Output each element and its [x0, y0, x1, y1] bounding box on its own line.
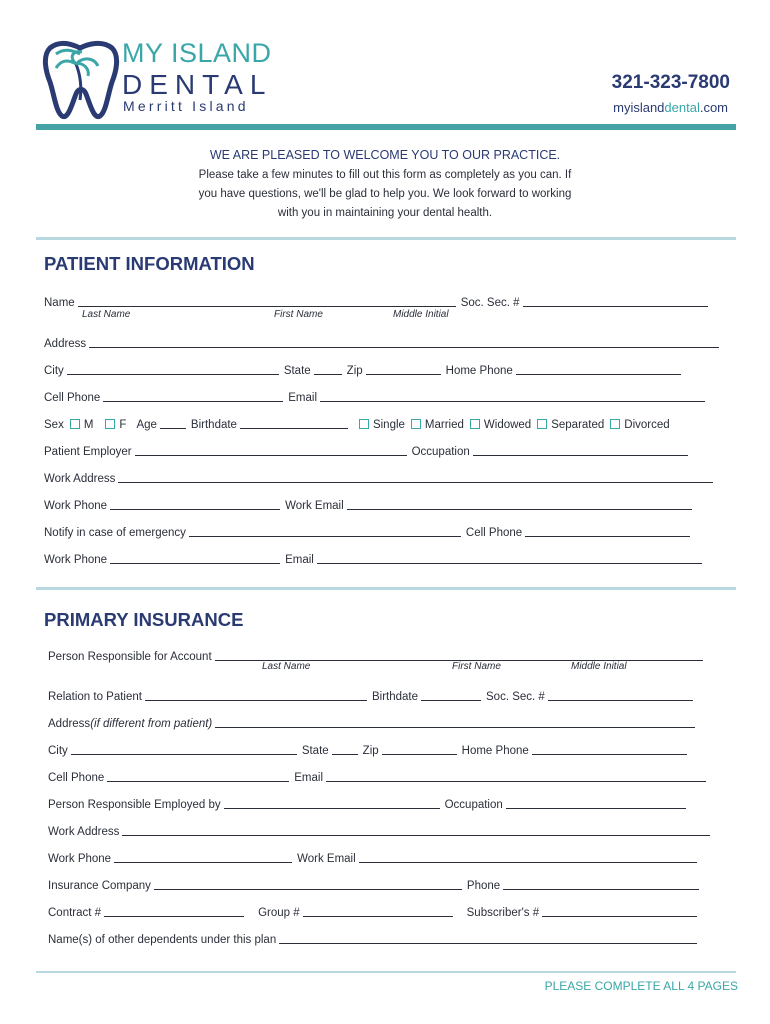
work-email-label: Work Email	[285, 500, 344, 512]
email-2-field[interactable]	[317, 551, 702, 564]
emergency-cell-label: Cell Phone	[465, 527, 523, 539]
email-field[interactable]	[320, 389, 705, 402]
zip-label: Zip	[346, 365, 363, 377]
ins-birthdate-label: Birthdate	[371, 691, 419, 703]
employed-row	[48, 796, 691, 811]
ins-address-note: (if different from patient)	[90, 718, 213, 730]
ins-first-name-hint: First Name	[452, 661, 501, 672]
separated-label: Separated	[551, 419, 605, 431]
soc-sec-field[interactable]	[523, 294, 708, 307]
work-address-field[interactable]	[118, 470, 713, 483]
insurance-section-title: PRIMARY INSURANCE	[44, 609, 244, 630]
email-2-label: Email	[285, 554, 314, 566]
widowed-checkbox[interactable]	[470, 419, 480, 429]
ins-state-label: State	[301, 745, 329, 757]
work-phone-row	[44, 497, 697, 512]
middle-initial-hint: Middle Initial	[393, 309, 449, 320]
divorced-label: Divorced	[624, 419, 670, 431]
work-phone-2-label: Work Phone	[44, 554, 108, 566]
work-phone-field[interactable]	[110, 497, 280, 510]
name-field[interactable]	[78, 294, 456, 307]
ins-occupation-field[interactable]	[506, 796, 686, 809]
birthdate-field[interactable]	[240, 416, 348, 429]
ins-address-row	[48, 715, 700, 730]
work-email-field[interactable]	[347, 497, 692, 510]
brand-line-2: DENTAL	[122, 69, 273, 100]
ins-cell-row	[48, 769, 711, 784]
ins-address-field[interactable]	[215, 715, 695, 728]
work-phone-label: Work Phone	[44, 500, 108, 512]
ins-work-email-field[interactable]	[359, 850, 697, 863]
ins-zip-field[interactable]	[382, 742, 457, 755]
relation-field[interactable]	[145, 688, 367, 701]
city-row	[44, 362, 686, 377]
practice-website[interactable]	[613, 100, 728, 115]
ins-work-address-row	[48, 823, 715, 838]
state-field[interactable]	[314, 362, 342, 375]
employer-field[interactable]	[135, 443, 407, 456]
emergency-label: Notify in case of emergency	[44, 527, 186, 539]
subscriber-field[interactable]	[542, 904, 697, 917]
state-label: State	[283, 365, 311, 377]
occupation-label: Occupation	[411, 446, 470, 458]
ins-city-label: City	[48, 745, 68, 757]
group-field[interactable]	[303, 904, 453, 917]
ins-home-phone-field[interactable]	[532, 742, 687, 755]
relation-label: Relation to Patient	[48, 691, 142, 703]
work-phone-2-row	[44, 551, 707, 566]
brand-line-1: MY ISLAND	[122, 38, 272, 68]
employed-field[interactable]	[224, 796, 440, 809]
emergency-row	[44, 524, 695, 539]
ins-work-address-field[interactable]	[122, 823, 710, 836]
ins-city-field[interactable]	[71, 742, 297, 755]
dependents-field[interactable]	[279, 931, 697, 944]
cell-phone-label: Cell Phone	[44, 392, 101, 404]
brand-location: Merritt Island	[123, 98, 249, 114]
name-row	[44, 294, 713, 309]
work-phone-2-field[interactable]	[110, 551, 280, 564]
divorced-checkbox[interactable]	[610, 419, 620, 429]
employer-row	[44, 443, 693, 458]
ins-home-phone-label: Home Phone	[461, 745, 529, 757]
footer-note: PLEASE COMPLETE ALL 4 PAGES	[544, 979, 738, 993]
company-field[interactable]	[154, 877, 462, 890]
ins-work-address-label: Work Address	[48, 826, 120, 838]
welcome-title: WE ARE PLEASED TO WELCOME YOU TO OUR PRACTICE.	[209, 148, 561, 162]
occupation-field[interactable]	[473, 443, 688, 456]
cell-phone-field[interactable]	[103, 389, 283, 402]
section-divider	[36, 971, 736, 973]
ins-birthdate-field[interactable]	[421, 688, 481, 701]
zip-field[interactable]	[366, 362, 441, 375]
relation-row	[48, 688, 698, 703]
contract-label: Contract #	[48, 907, 102, 919]
responsible-field[interactable]	[215, 648, 703, 661]
emergency-cell-field[interactable]	[525, 524, 690, 537]
sex-m-label: M	[83, 419, 94, 431]
header-bar	[36, 124, 736, 130]
widowed-label: Widowed	[483, 419, 532, 431]
address-row	[44, 335, 724, 350]
section-divider	[36, 587, 736, 590]
work-address-row	[44, 470, 718, 485]
ins-email-label: Email	[294, 772, 324, 784]
tooth-palm-logo-icon	[42, 38, 120, 120]
sex-label: Sex	[44, 419, 64, 431]
ins-work-phone-label: Work Phone	[48, 853, 112, 865]
ins-last-name-hint: Last Name	[262, 661, 311, 672]
city-field[interactable]	[67, 362, 279, 375]
subscriber-label: Subscriber's #	[466, 907, 540, 919]
age-field[interactable]	[160, 416, 186, 429]
dependents-label: Name(s) of other dependents under this plan	[48, 934, 277, 946]
single-label: Single	[372, 419, 405, 431]
ins-email-field[interactable]	[326, 769, 706, 782]
home-phone-field[interactable]	[516, 362, 681, 375]
responsible-label: Person Responsible for Account	[48, 651, 212, 663]
age-label: Age	[136, 419, 157, 431]
address-field[interactable]	[89, 335, 719, 348]
section-divider	[36, 237, 736, 240]
company-phone-field[interactable]	[503, 877, 699, 890]
dependents-row	[48, 931, 702, 946]
web-part-2: dental	[664, 100, 700, 115]
ins-soc-sec-label: Soc. Sec. #	[486, 691, 545, 703]
web-part-3: .com	[699, 100, 728, 115]
patient-section-title: PATIENT INFORMATION	[44, 253, 255, 274]
contract-field[interactable]	[104, 904, 244, 917]
ins-occupation-label: Occupation	[444, 799, 503, 811]
welcome-text: Please take a few minutes to fill out this form as completely as you can. If you have questions, we'll be glad to help you. We look forward to working with you in maintaining your dental health.	[198, 169, 572, 219]
address-label: Address	[44, 338, 87, 350]
birthdate-label: Birthdate	[190, 419, 237, 431]
married-checkbox[interactable]	[411, 419, 421, 429]
email-label: Email	[288, 392, 318, 404]
company-row	[48, 877, 704, 892]
sex-f-label: F	[119, 419, 127, 431]
home-phone-label: Home Phone	[445, 365, 513, 377]
single-checkbox[interactable]	[359, 419, 369, 429]
married-label: Married	[424, 419, 464, 431]
emergency-field[interactable]	[189, 524, 461, 537]
contract-row	[48, 904, 702, 919]
ins-middle-initial-hint: Middle Initial	[571, 661, 627, 672]
cell-row	[44, 389, 710, 404]
ins-work-email-label: Work Email	[297, 853, 356, 865]
ins-work-phone-field[interactable]	[114, 850, 292, 863]
ins-address-label: Address	[48, 718, 91, 730]
separated-checkbox[interactable]	[537, 419, 547, 429]
first-name-hint: First Name	[274, 309, 323, 320]
sex-f-checkbox[interactable]	[105, 419, 115, 429]
ins-city-row	[48, 742, 692, 757]
sex-m-checkbox[interactable]	[70, 419, 80, 429]
company-label: Insurance Company	[48, 880, 151, 892]
name-label: Name	[44, 297, 75, 309]
ins-zip-label: Zip	[362, 745, 379, 757]
employer-label: Patient Employer	[44, 446, 132, 458]
city-label: City	[44, 365, 64, 377]
soc-sec-label: Soc. Sec. #	[460, 297, 520, 309]
last-name-hint: Last Name	[82, 309, 131, 320]
ins-cell-field[interactable]	[107, 769, 289, 782]
work-address-label: Work Address	[44, 473, 116, 485]
practice-phone: 321-323-7800	[611, 72, 730, 93]
ins-soc-sec-field[interactable]	[548, 688, 693, 701]
ins-cell-label: Cell Phone	[48, 772, 105, 784]
ins-work-phone-row	[48, 850, 702, 865]
employed-label: Person Responsible Employed by	[48, 799, 221, 811]
sex-row	[44, 416, 670, 431]
company-phone-label: Phone	[466, 880, 501, 892]
ins-state-field[interactable]	[332, 742, 358, 755]
group-label: Group #	[258, 907, 300, 919]
web-part-1: myisland	[613, 100, 665, 115]
